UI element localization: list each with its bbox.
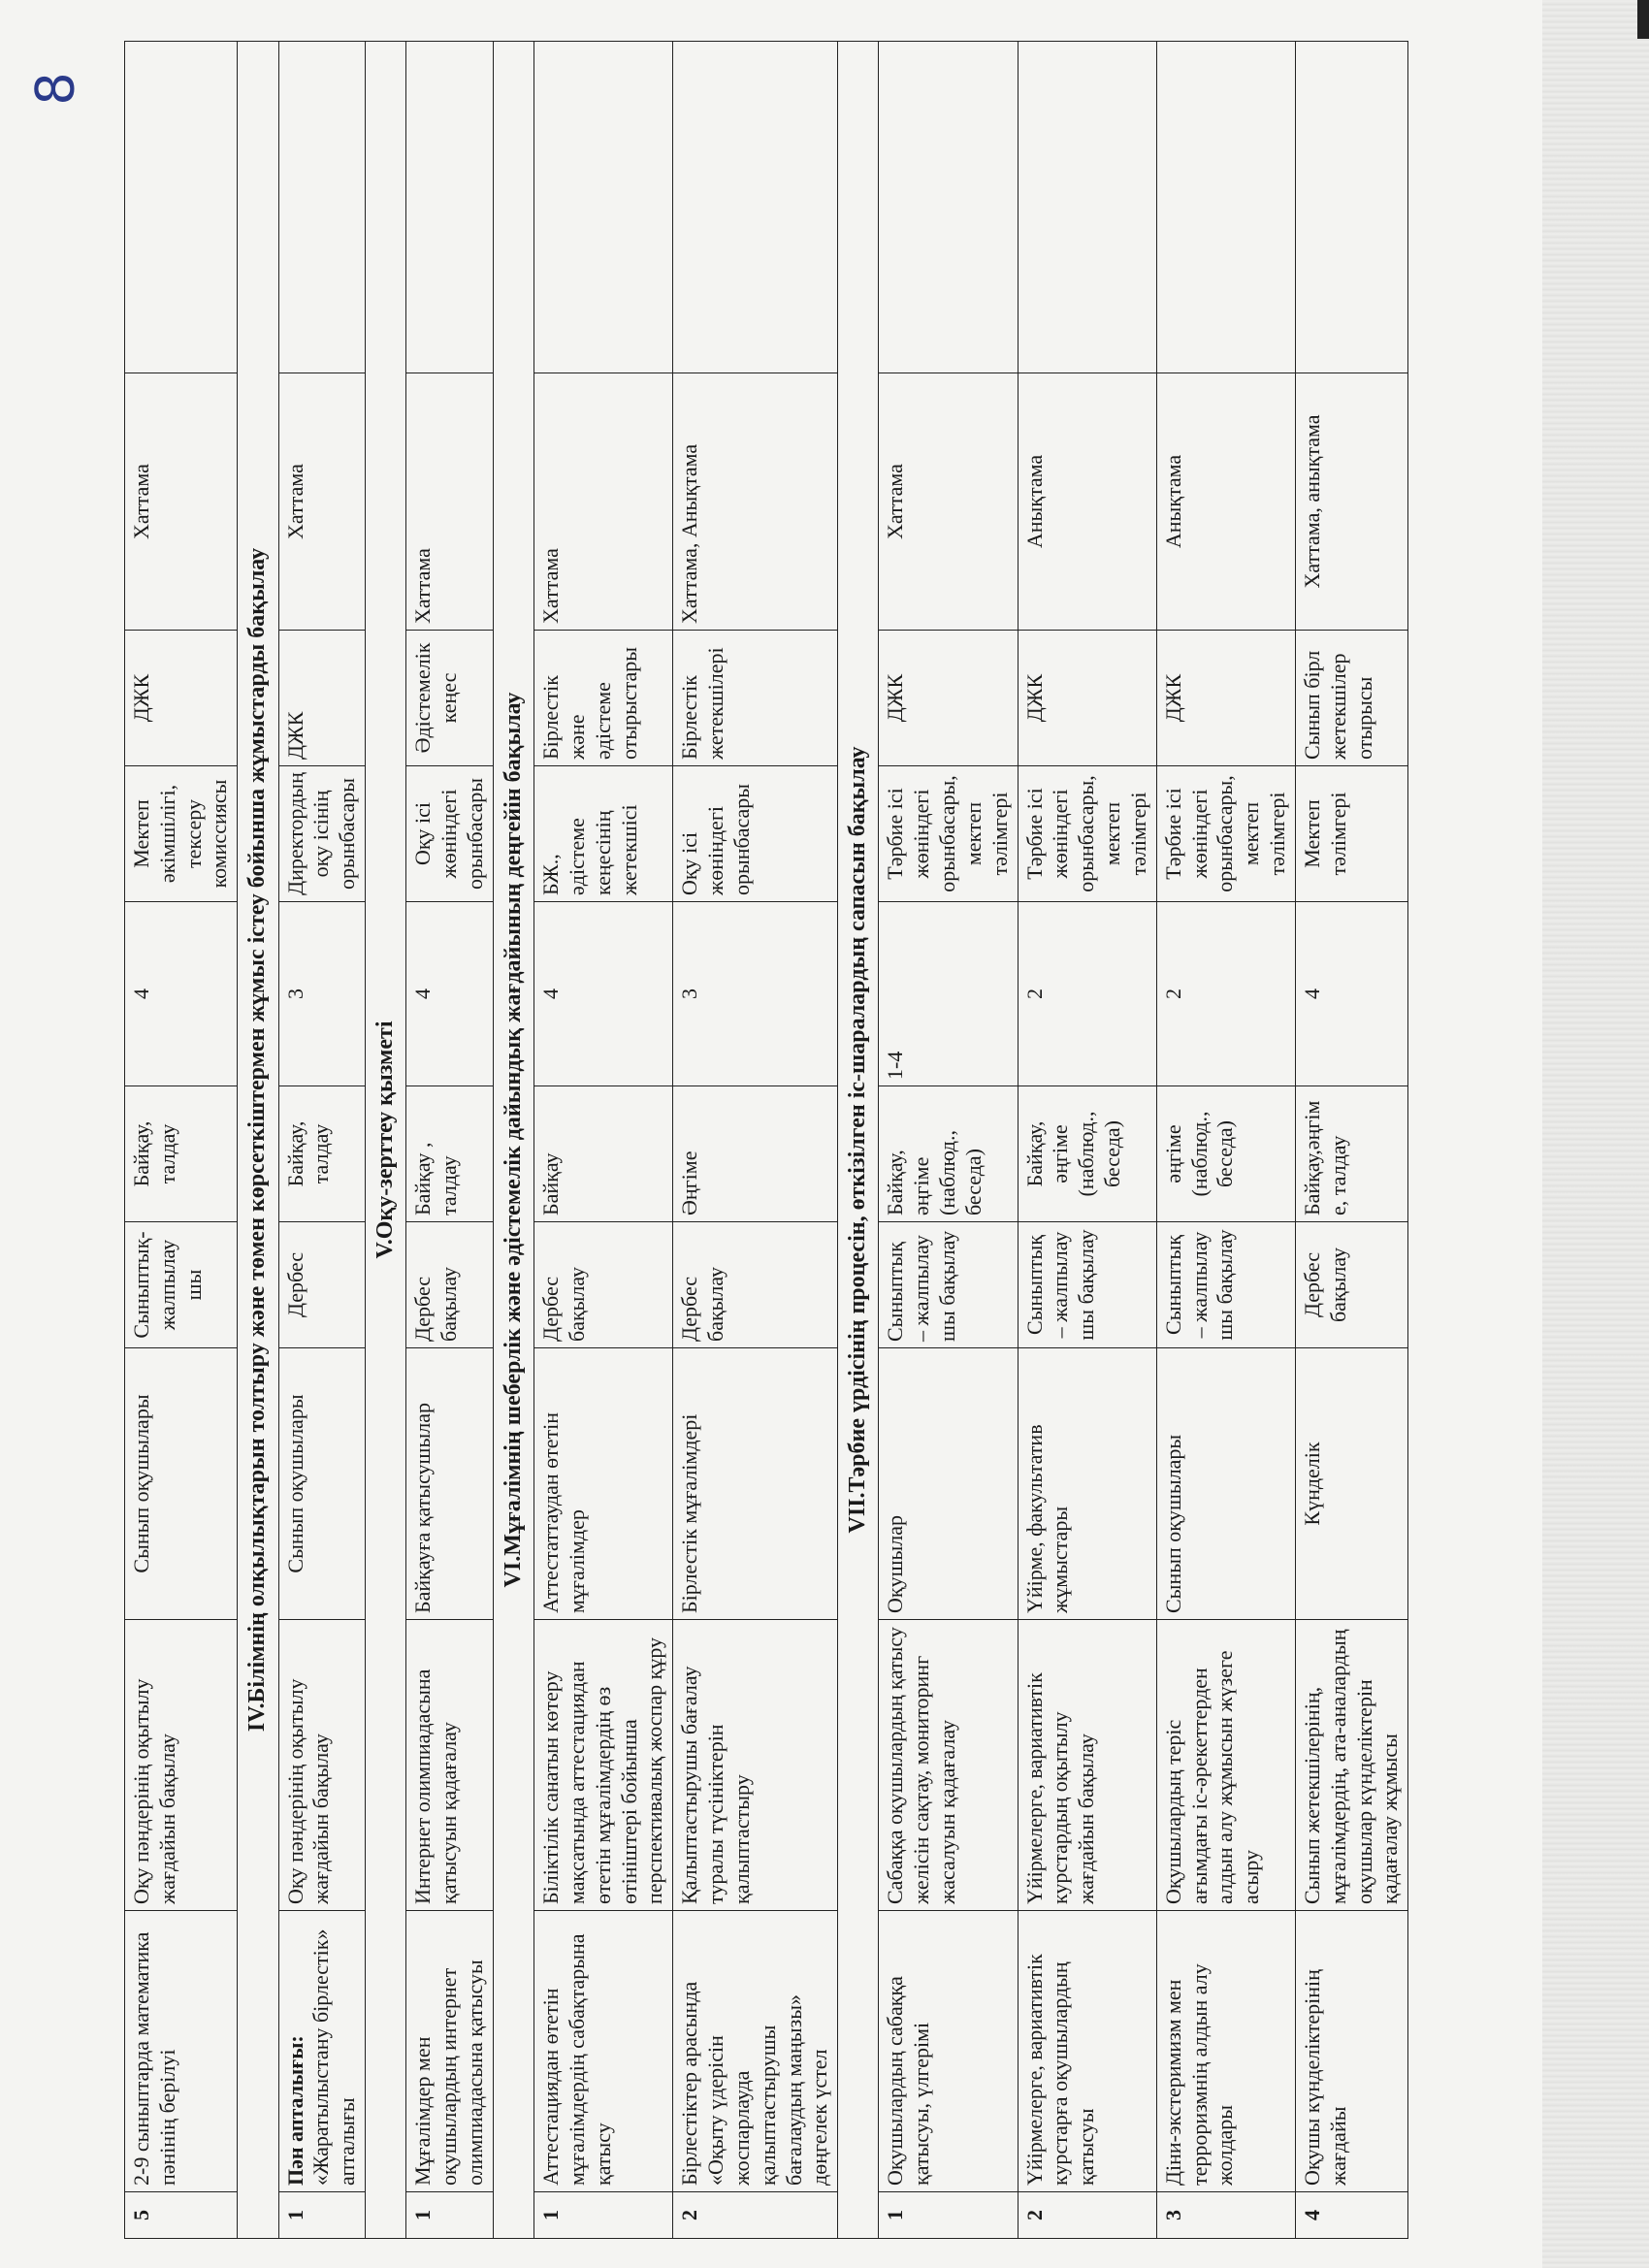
control-goal: Оқу пәндерінің оқытылу жағдайын бақылау <box>125 1620 238 1911</box>
control-object: Аттестаттаудан өтетін мұғалімдер <box>534 1348 673 1620</box>
control-method: Байқау, әңгіме (наблюд., беседа) <box>1018 1086 1156 1222</box>
result-form: Хаттама, анықтама <box>1295 373 1407 631</box>
table-row <box>534 42 673 2239</box>
table-row <box>406 42 493 2239</box>
result-form: Анықтама <box>1156 373 1295 631</box>
responsible: Тәрбие ісі жөніндегі орынбасары, мектеп тәлімгері <box>1156 766 1295 902</box>
empty-cell <box>406 42 493 373</box>
review-place: ДЖК <box>1018 631 1156 766</box>
control-object: Байқауға қатысушылар <box>406 1348 493 1620</box>
responsible: Тәрбие ісі жөніндегі орынбасары, мектеп тәлімгері <box>1018 766 1156 902</box>
responsible: Оқу ісі жөніндегі орынбасары <box>673 766 838 902</box>
control-week: 4 <box>406 902 493 1086</box>
empty-cell <box>1018 42 1156 373</box>
control-goal: Оқушылардың теріс ағымдағы іс-әрекеттерден алдын алу жұмысын жүзеге асыру <box>1156 1620 1295 1911</box>
table-row <box>278 42 365 2239</box>
empty-cell <box>278 42 365 373</box>
review-place: ДЖК <box>879 631 1018 766</box>
result-form: Хаттама <box>278 373 365 631</box>
control-method: Байқау , талдау <box>406 1086 493 1222</box>
result-form: Хаттама <box>534 373 673 631</box>
result-form: Хаттама <box>406 373 493 631</box>
row-number: 5 <box>125 2192 238 2239</box>
responsible: Мектеп тәлімгері <box>1295 766 1407 902</box>
control-method: Байқау <box>534 1086 673 1222</box>
section-header <box>366 42 406 2239</box>
control-topic: Аттестациядан өтетін мұғалімдердің сабақтарына қатысу <box>534 1911 673 2192</box>
control-goal: Сынып жетекшілерінің, мұғалімдердің, ата-аналардың оқушылар күнделіктерін қадағалау жұмысы <box>1295 1620 1407 1911</box>
control-method: Байқау,әңгіме, талдау <box>1295 1086 1407 1222</box>
control-object: Оқушылар <box>879 1348 1018 1620</box>
review-place: Әдістемелік кеңес <box>406 631 493 766</box>
section-header <box>493 42 534 2239</box>
topic-text: «Жаратылыстану бірлестік» апталығы <box>308 1928 360 2186</box>
empty-cell <box>1295 42 1407 373</box>
control-method: Байқау, талдау <box>278 1086 365 1222</box>
scan-corner-artifact <box>1637 0 1649 39</box>
control-week: 2 <box>1018 902 1156 1086</box>
control-plan-table <box>124 41 1408 2239</box>
table-row <box>1295 42 1407 2239</box>
control-type: Сыныптық – жалпылау шы бақылау <box>1156 1222 1295 1348</box>
control-type: Дербес <box>278 1222 365 1348</box>
section-header <box>238 42 278 2239</box>
control-topic: Оқушы күнделіктерінің жағдайы <box>1295 1911 1407 2192</box>
result-form: Анықтама <box>1018 373 1156 631</box>
control-type: Сыныптық – жалпылау шы бақылау <box>1018 1222 1156 1348</box>
empty-cell <box>534 42 673 373</box>
control-goal: Біліктілік санатын көтеру мақсатында аттестациядан өтетін мұғалімдердің өз өтініштері бойынша перспективалық жоспар құру <box>534 1620 673 1911</box>
control-type: Дербес бақылау <box>1295 1222 1407 1348</box>
control-goal: Қалыптастырушы бағалау туралы түсініктерін қалыптастыру <box>673 1620 838 1911</box>
topic-label: Пән апталығы: <box>282 2035 307 2186</box>
control-type: Дербес бақылау <box>534 1222 673 1348</box>
responsible: Оқу ісі жөніндегі орынбасары <box>406 766 493 902</box>
control-goal: Интернет олимпиадасына қатысуын қадағалау <box>406 1620 493 1911</box>
control-topic: Мұғалімдер мен оқушылардың интернет олимпиадасына қатысуы <box>406 1911 493 2192</box>
row-number: 1 <box>406 2192 493 2239</box>
responsible: Тәрбие ісі жөніндегі орынбасары, мектеп тәлімгері <box>879 766 1018 902</box>
section-title: V.Оқу-зерттеу қызметі <box>366 42 406 2239</box>
section-title: IV.Білімнің олқылықтарын толтыру және төмен көрсеткіштермен жұмыс істеу бойынша жұмыстарды бақылау <box>238 42 278 2239</box>
control-object: Сынып оқушылары <box>125 1348 238 1620</box>
control-object: Күнделік <box>1295 1348 1407 1620</box>
control-week: 3 <box>673 902 838 1086</box>
control-week: 4 <box>125 902 238 1086</box>
control-goal: Үйірмелерге, вариативтік курстардың оқытылу жағдайын бақылау <box>1018 1620 1156 1911</box>
table-row <box>673 42 838 2239</box>
control-type: Сыныптық-жалпылау шы <box>125 1222 238 1348</box>
row-number: 1 <box>534 2192 673 2239</box>
table-row <box>1156 42 1295 2239</box>
control-week: 3 <box>278 902 365 1086</box>
control-goal: Сабаққа оқушылардың қатысу желісін сақтау, мониторинг жасалуын қадағалау <box>879 1620 1018 1911</box>
control-method: Байқау, талдау <box>125 1086 238 1222</box>
control-week: 2 <box>1156 902 1295 1086</box>
control-object: Үйірме, факультатив жұмыстары <box>1018 1348 1156 1620</box>
responsible: БЖ., әдістеме кеңесінің жетекшісі <box>534 766 673 902</box>
result-form: Хаттама, Анықтама <box>673 373 838 631</box>
control-week: 4 <box>534 902 673 1086</box>
table-row <box>1018 42 1156 2239</box>
row-number: 1 <box>278 2192 365 2239</box>
control-object: Бірлестік мұғалімдері <box>673 1348 838 1620</box>
control-week: 1-4 <box>879 902 1018 1086</box>
control-type: Сыныптық – жалпылау шы бақылау <box>879 1222 1018 1348</box>
control-method: Байқау, әңгіме (наблюд., беседа) <box>879 1086 1018 1222</box>
result-form: Хаттама <box>879 373 1018 631</box>
table-row <box>125 42 238 2239</box>
review-place: ДЖК <box>1156 631 1295 766</box>
control-topic: Оқушылардың сабаққа қатысуы, үлгерімі <box>879 1911 1018 2192</box>
control-object: Сынып оқушылары <box>1156 1348 1295 1620</box>
section-title: VI.Мұғалімнің шеберлік және әдістемелік дайындық жағдайының деңгейін бақылау <box>493 42 534 2239</box>
empty-cell <box>673 42 838 373</box>
scan-edge-artifact <box>1542 0 1649 2268</box>
review-place: Бірлестік жетекшілері <box>673 631 838 766</box>
empty-cell <box>1156 42 1295 373</box>
control-goal: Оқу пәндерінің оқытылу жағдайын бақылау <box>278 1620 365 1911</box>
control-topic <box>278 1911 365 2192</box>
review-place: ДЖК <box>125 631 238 766</box>
table-row <box>879 42 1018 2239</box>
rotated-plan-table <box>124 42 1408 2239</box>
control-topic: Бірлестіктер арасында «Оқыту үдерісін жоспарлауда қалыптастырушы бағалаудың маңызы» дөңгелек үстел <box>673 1911 838 2192</box>
responsible: Мектеп әкімшілігі, тексеру комиссиясы <box>125 766 238 902</box>
empty-cell <box>125 42 238 373</box>
row-number: 2 <box>1018 2192 1156 2239</box>
control-object: Сынып оқушылары <box>278 1348 365 1620</box>
section-title: VII.Тәрбие үрдісінің процесін, өткізілген іс-шаралардың сапасын бақылау <box>838 42 879 2239</box>
control-topic: Үйірмелерге, вариативтік курстарға оқушылардың қатысуы <box>1018 1911 1156 2192</box>
control-type: Дербес бақылау <box>406 1222 493 1348</box>
section-header <box>838 42 879 2239</box>
row-number: 2 <box>673 2192 838 2239</box>
review-place: ДЖК <box>278 631 365 766</box>
control-week: 4 <box>1295 902 1407 1086</box>
control-method: Әңгіме <box>673 1086 838 1222</box>
control-topic: Діни-экстеримизм мен терроризмнің алдын алу жолдары <box>1156 1911 1295 2192</box>
control-method: әңгіме (наблюд., беседа) <box>1156 1086 1295 1222</box>
empty-cell <box>879 42 1018 373</box>
review-place: Бірлестік және әдістеме отырыстары <box>534 631 673 766</box>
row-number: 3 <box>1156 2192 1295 2239</box>
control-type: Дербес бақылау <box>673 1222 838 1348</box>
result-form: Хаттама <box>125 373 238 631</box>
handwritten-page-number: 8 <box>24 72 86 106</box>
row-number: 4 <box>1295 2192 1407 2239</box>
review-place: Сынып бірл жетекшілер отырысы <box>1295 631 1407 766</box>
row-number: 1 <box>879 2192 1018 2239</box>
responsible: Директордың оқу ісінің орынбасары <box>278 766 365 902</box>
control-topic: 2-9 сыныптарда математика пәнінің берілуі <box>125 1911 238 2192</box>
